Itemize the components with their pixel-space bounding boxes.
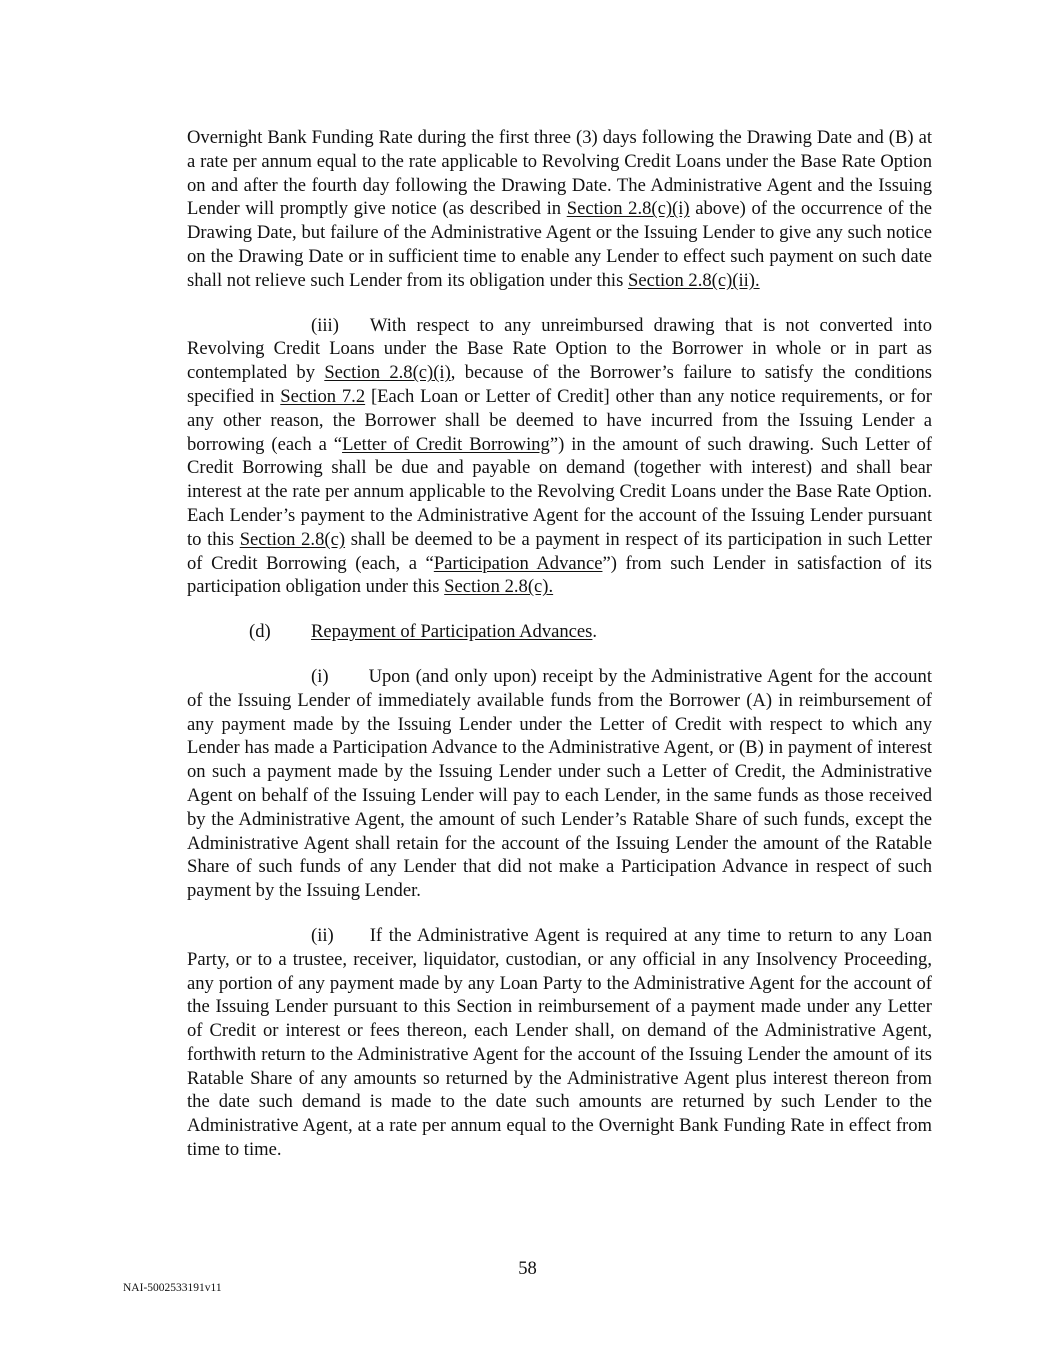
section-heading-d xyxy=(249,620,932,644)
document-id: NAI-5002533191v11 xyxy=(123,1282,222,1294)
paragraph-text: ”) from such Lender in satisfaction of its participation obligation under this xyxy=(187,552,932,598)
paragraph-iii xyxy=(187,314,932,600)
page-number: 58 xyxy=(518,1258,537,1279)
punctuation: . xyxy=(592,621,598,643)
document-body xyxy=(187,126,932,1183)
clause-number: (i) xyxy=(311,665,329,687)
section-title: Repayment of Participation Advances xyxy=(311,621,593,643)
paragraph-text: ”) in the amount of such drawing. Such Letter of Credit Borrowing shall be due and payable on demand (together with interest) and shall bear interest at the rate per annum applicable to the Revolving Credit Loans under the Base Rate Option. Each Lender’s payment to the Administrative Agent for the account of the Issuing Lender pursuant to this xyxy=(187,433,932,550)
section-reference: Section 2.8(c)(ii). xyxy=(627,269,760,291)
clause-number: (ii) xyxy=(311,924,334,946)
paragraph-text: Upon (and only upon) receipt by the Administrative Agent for the account of the Issuing Lender of immediately available funds from the Borrower (A) in reimbursement of any payment made by the Issuing Lender under the Letter of Credit with respect to which any Lender has made a Participation Advance to the Administrative Agent, or (B) in payment of interest on such a payment made by the Issuing Lender under such a Letter of Credit, the Administrative Agent on behalf of the Issuing Lender will pay to each Lender, in the same funds as those received by the Administrative Agent, the amount of such Lender’s Ratable Share of such funds, except the Administrative Agent shall retain for the account of the Issuing Lender the amount of the Ratable Share of such funds of any Lender that did not make a Participation Advance in respect of such payment by the Issuing Lender. xyxy=(187,665,932,902)
section-reference: Section 2.8(c)(i) xyxy=(566,198,690,220)
paragraph-text: above) of the occurrence of the Drawing Date, but failure of the Administrative Agent or the Issuing Lender to give any such notice on the Drawing Date or in sufficient time to enable any Lender to effect such payment on such date shall not relieve such Lender from its obligation under this xyxy=(187,198,932,291)
paragraph-continuation xyxy=(187,126,932,293)
defined-term: Letter of Credit Borrowing xyxy=(342,433,550,455)
paragraph-text: , because of the Borrower’s failure to satisfy the conditions specified in xyxy=(187,362,932,407)
paragraph-text: Overnight Bank Funding Rate during the first three (3) days following the Drawing Date and (B) at a rate per annum equal to the rate applicable to Revolving Credit Loans under the Base Rate Option on and after the fourth day following the Drawing Date. The Administrative Agent and the Issuing Lender will promptly give notice (as described in xyxy=(187,127,932,220)
paragraph-text: If the Administrative Agent is required at any time to return to any Loan Party, or to a trustee, receiver, liquidator, custodian, or any official in any Insolvency Proceeding, any portion of any payment made by any Loan Party to the Administrative Agent for the account of the Issuing Lender pursuant to this Section in reimbursement of a payment made under any Letter of Credit or interest or fees thereon, each Lender shall, on demand of the Administrative Agent, forthwith return to the Administrative Agent for the account of the Issuing Lender the amount of its Ratable Share of any amounts so returned by the Administrative Agent plus interest thereon from the date such demand is made to the date such amounts are returned by such Lender to the Administrative Agent, at a rate per annum equal to the Overnight Bank Funding Rate in effect from time to time. xyxy=(187,924,932,1161)
section-reference: Section 2.8(c)(i) xyxy=(324,362,451,384)
clause-number: (d) xyxy=(249,621,271,643)
paragraph-text: shall be deemed to be a payment in respect of its participation in such Letter of Credit Borrowing (each, a “ xyxy=(187,528,932,574)
section-reference: Section 2.8(c) xyxy=(239,528,346,550)
paragraph-text: [Each Loan or Letter of Credit] other than any notice requirements, or for any other reason, the Borrower shall be deemed to have incurred from the Issuing Lender a borrowing (each a “ xyxy=(187,385,932,455)
section-reference: Section 2.8(c). xyxy=(444,576,554,598)
clause-number: (iii) xyxy=(311,314,339,336)
paragraph-i xyxy=(187,665,932,903)
paragraph-text: With respect to any unreimbursed drawing that is not converted into Revolving Credit Loans under the Base Rate Option to the Borrower in whole or in part as contemplated by xyxy=(187,314,932,384)
paragraph-ii xyxy=(187,924,932,1162)
defined-term: Participation Advance xyxy=(433,552,603,574)
section-reference: Section 7.2 xyxy=(280,385,366,407)
